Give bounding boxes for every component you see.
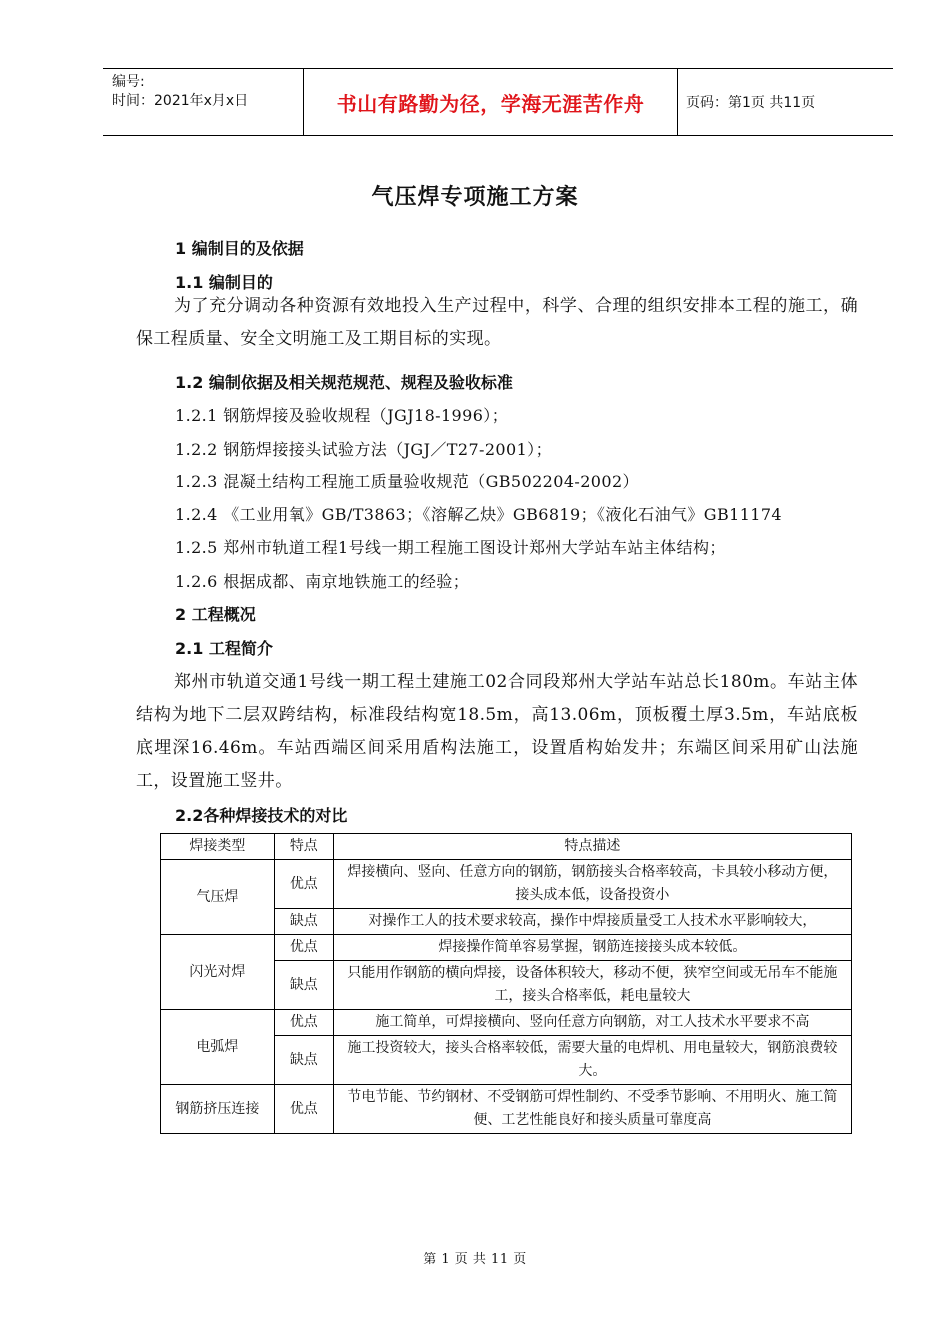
welding-comparison-table <box>160 833 852 1134</box>
description-cell: 只能用作钢筋的横向焊接，设备体积较大，移动不便，狭窄空间或无吊车不能施工，接头合格率低，耗电量较大 <box>333 961 851 1010</box>
header-page-label <box>686 69 893 135</box>
weld-type-cell: 闪光对焊 <box>161 935 275 1010</box>
heading-1: 1 编制目的及依据 <box>175 239 304 258</box>
reference-item: 1.2.4 《工业用氧》GB/T3863；《溶解乙炔》GB6819；《液化石油气》GB11174 <box>175 505 783 524</box>
paragraph-1-1: 为了充分调动各种资源有效地投入生产过程中，科学、合理的组织安排本工程的施工，确保工程质量、安全文明施工及工期目标的实现。 <box>136 296 858 349</box>
table-row <box>161 860 852 909</box>
document-title: 气压焊专项施工方案 <box>371 185 579 210</box>
page-label: 页码：第1页 共11页 <box>686 95 816 111</box>
paragraph-2-1: 郑州市轨道交通1号线一期工程土建施工02合同段郑州大学站车站总长180m。车站主体结构为地下二层双跨结构，标准段结构宽18.5m，高13.06m，顶板覆土厚3.5m，车站底板底埋深16.46m。车站西端区间采用盾构法施工，设置盾构始发井；东端区间采用矿山法施工，设置施工竖井。 <box>136 672 858 791</box>
table-row <box>161 1085 852 1134</box>
heading-2-2: 2.2各种焊接技术的对比 <box>175 806 348 825</box>
weld-type-cell: 钢筋挤压连接 <box>161 1085 275 1134</box>
table-header-cell: 焊接类型 <box>161 834 275 860</box>
description-cell: 焊接操作简单容易掌握，钢筋连接接头成本较低。 <box>333 935 851 961</box>
heading-1-1: 1.1 编制目的 <box>175 273 273 292</box>
reference-item: 1.2.2 钢筋焊接接头试验方法（JGJ／T27-2001）； <box>175 440 552 459</box>
description-cell: 施工投资较大，接头合格率较低，需要大量的电焊机、用电量较大，钢筋浪费较大。 <box>333 1036 851 1085</box>
header-meta <box>103 69 312 139</box>
number-label: 编号: <box>112 74 145 90</box>
feature-cell: 缺点 <box>274 1036 333 1085</box>
reference-item: 1.2.3 混凝土结构工程施工质量验收规范（GB502204-2002） <box>175 472 639 491</box>
feature-cell: 缺点 <box>274 961 333 1010</box>
description-cell: 施工简单，可焊接横向、竖向任意方向钢筋，对工人技术水平要求不高 <box>333 1010 851 1036</box>
description-cell: 节电节能、节约钢材、不受钢筋可焊性制约、不受季节影响、不用明火、施工简便、工艺性能良好和接头质量可靠度高 <box>333 1085 851 1134</box>
weld-type-cell: 电弧焊 <box>161 1010 275 1085</box>
feature-cell: 优点 <box>274 1085 333 1134</box>
feature-cell: 优点 <box>274 1010 333 1036</box>
table-header-row <box>161 834 852 860</box>
table-row <box>161 935 852 961</box>
description-cell: 焊接横向、竖向、任意方向的钢筋，钢筋接头合格率较高，卡具较小移动方便，接头成本低，设备投资小 <box>333 860 851 909</box>
page-footer: 第 1 页 共 11 页 <box>423 1252 527 1267</box>
feature-cell: 缺点 <box>274 909 333 935</box>
table-header-cell: 特点 <box>274 834 333 860</box>
weld-type-cell: 气压焊 <box>161 860 275 935</box>
feature-cell: 优点 <box>274 860 333 909</box>
reference-item: 1.2.1 钢筋焊接及验收规程（JGJ18-1996）； <box>175 406 509 425</box>
header-motto: 书山有路勤为径，学海无涯苦作舟 <box>303 69 678 135</box>
time-label: 时间：2021年x月x日 <box>112 93 249 109</box>
feature-cell: 优点 <box>274 935 333 961</box>
table-header-cell: 特点描述 <box>333 834 851 860</box>
page-header <box>103 68 893 136</box>
heading-2: 2 工程概况 <box>175 605 256 624</box>
reference-item: 1.2.5 郑州市轨道工程1号线一期工程施工图设计郑州大学站车站主体结构； <box>175 538 726 557</box>
heading-1-2: 1.2 编制依据及相关规范规范、规程及验收标准 <box>175 373 513 392</box>
description-cell: 对操作工人的技术要求较高，操作中焊接质量受工人技术水平影响较大， <box>333 909 851 935</box>
reference-item: 1.2.6 根据成都、南京地铁施工的经验； <box>175 572 470 591</box>
table-row <box>161 1010 852 1036</box>
heading-2-1: 2.1 工程简介 <box>175 639 273 658</box>
